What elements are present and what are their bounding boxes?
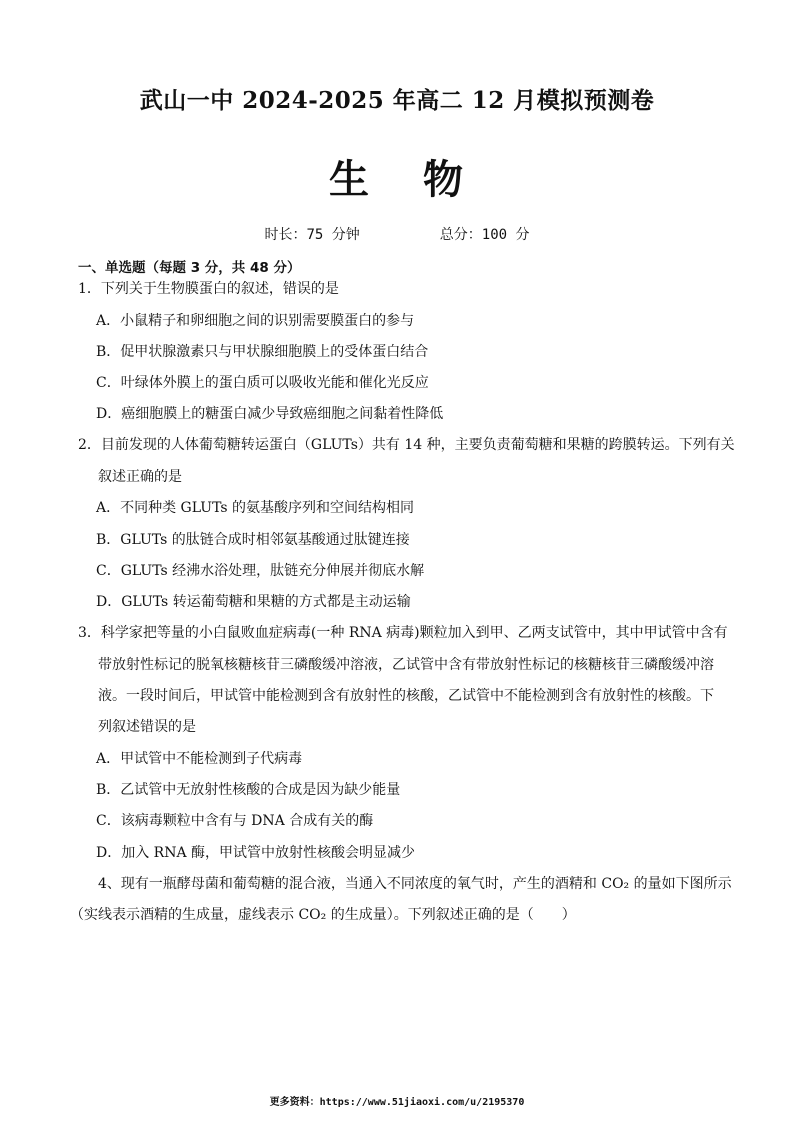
question-3-option-d: D．加入 RNA 酶，甲试管中放射性核酸会明显减少 [96,845,416,861]
subject-title [0,148,794,205]
question-4-stem-line-1: 4、现有一瓶酵母菌和葡萄糖的混合液，当通入不同浓度的氧气时，产生的酒精和 CO₂ 的量如下图所示 [98,876,732,892]
question-1-option-d: D．癌细胞膜上的糖蛋白减少导致癌细胞之间黏着性降低 [96,406,444,422]
question-3-stem-line-2: 带放射性标记的脱氧核糖核苷三磷酸缓冲溶液，乙试管中含有带放射性标记的核糖核苷三磷酸缓冲溶 [98,657,714,673]
question-2-option-d: D．GLUTs 转运葡萄糖和果糖的方式都是主动运输 [96,594,411,610]
question-2-option-a: A．不同种类 GLUTs 的氨基酸序列和空间结构相同 [96,500,415,516]
question-3-stem-line-4: 列叙述错误的是 [98,719,196,735]
question-2-stem-line-1: 2．目前发现的人体葡萄糖转运蛋白（GLUTs）共有 14 种，主要负责葡萄糖和果糖的跨膜转运。下列有关 [78,437,735,453]
question-4-stem-line-2: （实线表示酒精的生成量，虚线表示 CO₂ 的生成量）。下列叙述正确的是（ ） [70,907,576,923]
subject-char-1: 生 [329,157,371,203]
question-1-option-c: C．叶绿体外膜上的蛋白质可以吸收光能和催化光反应 [96,375,429,391]
exam-meta [0,224,794,244]
question-3-option-c: C．该病毒颗粒中含有与 DNA 合成有关的酶 [96,813,374,829]
question-2-option-b: B．GLUTs 的肽链合成时相邻氨基酸通过肽键连接 [96,532,410,548]
question-1-option-b: B．促甲状腺激素只与甲状腺细胞膜上的受体蛋白结合 [96,344,429,360]
subject-char-2: 物 [423,157,465,203]
exam-total-score: 总分：100 分 [439,227,530,243]
question-3-option-a: A．甲试管中不能检测到子代病毒 [96,751,303,767]
question-1-stem: 1．下列关于生物膜蛋白的叙述，错误的是 [78,281,339,297]
exam-duration: 时长：75 分钟 [264,227,360,243]
section-heading: 一、单选题（每题 3 分，共 48 分） [78,260,301,276]
question-2-stem-line-2: 叙述正确的是 [98,469,182,485]
footer-link[interactable]: 更多资料：https://www.51jiaoxi.com/u/2195370 [269,1097,525,1108]
question-3-option-b: B．乙试管中无放射性核酸的合成是因为缺少能量 [96,782,401,798]
question-3-stem-line-1: 3．科学家把等量的小白鼠败血症病毒(一种 RNA 病毒)颗粒加入到甲、乙两支试管中，其中甲试管中含有 [78,625,728,641]
exam-title: 武山一中 2024-2025 年高二 12 月模拟预测卷 [139,87,655,114]
question-2-option-c: C．GLUTs 经沸水浴处理，肽链充分伸展并彻底水解 [96,563,425,579]
question-3-stem-line-3: 液。一段时间后，甲试管中能检测到含有放射性的核酸，乙试管中不能检测到含有放射性的核酸。下 [98,688,714,704]
question-1-option-a: A．小鼠精子和卵细胞之间的识别需要膜蛋白的参与 [96,313,415,329]
